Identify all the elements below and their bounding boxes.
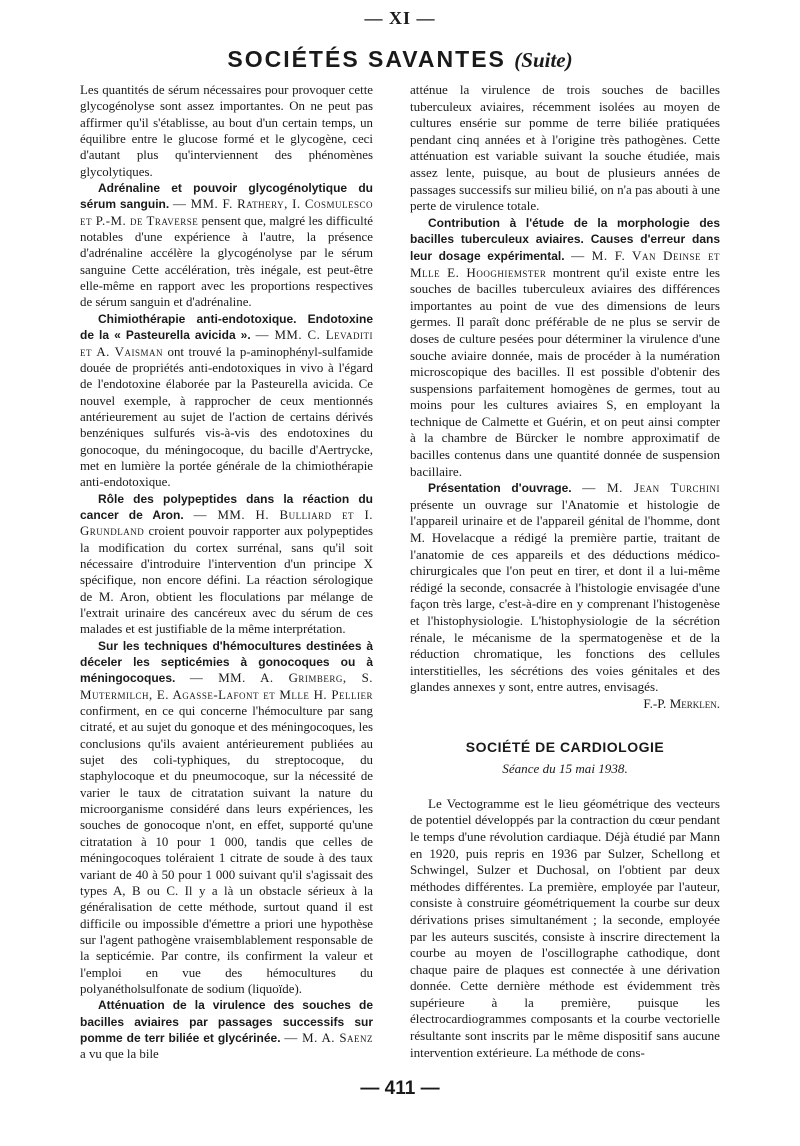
paragraph: Rôle des polypeptides dans la réaction du cancer de Aron. — MM. H. Bulliard et I. Grundland croient pouvoir rapporter aux polypeptides la modification du cortex surrénal, sans qu'il soit nécessaire d'introduire l'intervention d'un principe X spécifique, non encore défini. La réaction sérologique de M. Aron, obtient les floculations par mélange de l'extrait urinaire des cancéreux avec du sérum de ces malades et est justifiable de la même interprétation. <box>80 491 373 637</box>
page-roman-numeral: — XI — <box>364 8 436 28</box>
session-date: Séance du 15 mai 1938. <box>502 761 628 777</box>
page-number: — 411 — <box>360 1078 440 1099</box>
paragraph: Sur les techniques d'hémocultures destinées à déceler les septicémies à gonocoques ou à méningocoques. — MM. A. Grimberg, S. Mutermilch, E. Agasse-Lafont et Mlle H. Pellier confirment, en ce qui concerne l'hémoculture par sang citraté, et au sujet du gonoque et des méningocoques, les conclusions qu'ils avaient antérieurement publiées au sujet des coli-typhiques, du streptocoque, du staphylocoque et du pneumocoque, sur la nécessité de varier le taux de citratation suivant la nature du microorganisme considéré dans leurs expériences, les souches de gonocoque n'ont, en effet, supporté qu'une citratation à 10 pour 1 000, tandis que celles de méningocoques toléraient 1 citrate de soude à des taux variant de 40 à 50 pour 1 000 suivant qu'il s'agissait des types A, B ou C. Il y a là un obstacle sérieux à la généralisation de cette méthode, surtout quand il est difficile ou impossible d'émettre a priori une hypothèse sur l'agent pathogène vraisemblablement responsable de la septicémie. Par contre, ils confirment la valeur et l'emploi en vue des hémocultures du polyanétholsulfonate de sodium (liquoïde). <box>80 638 373 996</box>
paragraph: Atténuation de la virulence des souches de bacilles aviaires par passages successifs sur pomme de terr biliée et glycérinée. — M. A. Saenz a vu que la bile <box>80 998 373 1062</box>
paragraph: atténue la virulence de trois souches de bacilles tuberculeux aviaires, récemment isolées au moyen de cultures ensérie sur pomme de terre biliée pratiquées pendant cinq années et à l'origine très pathogènes. Cette atténuation est variable suivant la souche étudiée, mais assez lente, puisque, au bout de plusieurs années de passages successifs sur milieu bilié, on n'a pas abouti à une perte de virulence totale. <box>410 82 720 214</box>
page-title <box>0 46 800 73</box>
title-suffix: (Suite) <box>514 48 573 72</box>
paragraph: Les quantités de sérum nécessaires pour provoquer cette glycogénolyse sont assez importantes. On ne peut pas affirmer qu'il s'établisse, au bout d'un certain temps, un équilibre entre le glucose formé et le glycogène, ceci d'autant plus qu'interviennent des phénomènes glycolytiques. <box>80 83 373 179</box>
section-heading: SOCIÉTÉ DE CARDIOLOGIE <box>465 738 665 755</box>
paragraph: Le Vectogramme est le lieu géométrique des vecteurs de potentiel développés par la contraction du cœur pendant le temps d'une révolution cardiaque. Déjà étudié par Mann en 1920, puis repris en 1936 par Sulzer, Schellong et Schwingel, Sulzer et Duchosal, on l'obtient par deux méthodes différentes. La première, employée par l'auteur, consiste à construire géométriquement la courbe sur deux dérivations prises simultanément ; la seconde, employée par les auteurs suscités, consiste à inscrire directement la courbe au moyen de l'oscillographe cathodique, dont chaque paire de plaques est connectée à une dérivation donnée. Cette dernière méthode est évidemment très supérieure à la première, puisque les électrocardiogrammes composants et la courbe vectorielle résultante sont inscrits par le même dispositif sans aucune intervention extérieure. La méthode de cons- <box>410 795 720 1060</box>
signature: F.-P. Merklen. <box>643 695 720 711</box>
right-column <box>410 82 720 1061</box>
paragraph: Chimiothérapie anti-endotoxique. Endotoxine de la « Pasteurella avicida ». — MM. C. Levaditi et A. Vaisman ont trouvé la p-aminophényl-sulfamide douée de propriétés anti-endotoxiques in vivo à l'égard de l'endotoxine élaborée par la Pasteurella avicida. Ce nouvel exemple, à rapprocher de ceux mentionnés antérieurement au sujet de l'action de certains dérivés benzéniques sulfurés vis-à-vis des endotoxines du gonocoque, du méningocoque, du bacille d'Aertrycke, met en lumière la portée générale de la chimiothérapie anti-endotoxique. <box>80 311 374 490</box>
left-column <box>80 82 373 1063</box>
title-text: SOCIÉTÉS SAVANTES <box>227 46 506 72</box>
paragraph: Adrénaline et pouvoir glycogénolytique du sérum sanguin. — MM. F. Rathery, I. Cosmulesco et P.-M. de Traverse pensent que, malgré les difficulté notables d'une expérience à l'autre, la présence d'adrénaline accélère la glycogénolyse par le sérum sanguine Cette accélération, très inégale, est peut-être elle-même en rapport avec les proportions respectives de sérum sanguin et d'adrénaline. <box>80 181 373 310</box>
paragraph: Présentation d'ouvrage. — M. Jean Turchini présente un ouvrage sur l'Anatomie et histologie de l'appareil urinaire et de l'appareil génital de l'homme, dont M. Hovelacque a rédigé la première partie, traitant de l'anatomie de ces appareils et des déductions médico-chirurgicales que l'on peut en tirer, et dont il a lui-même rédigé la seconde, consacrée à l'histologie envisagée d'une façon très large, c'est-à-dire en y comprenant l'histogenèse et l'histophysiologie. L'histophysiologie de la sécrétion rénale, le mécanisme de la spermatogenèse et de la réduction chromatique, les fonctions des cellules interstitielles, les sécrétions des voies génitales et des glandes annexes y sont, entre autres, envisagés. <box>410 480 721 695</box>
paragraph: Contribution à l'étude de la morphologie des bacilles tuberculeux aviaires. Causes d'erreur dans leur dosage expérimental. — M. F. Van Deinse et Mlle E. Hooghiemster montrent qu'il existe entre les souches de bacilles tuberculeux aviaires des différences importantes au point de vue des dimensions de leurs germes. Il paraît donc préférable de ne plus se servir de doses de culture pesées pour déterminer la virulence d'une souche aviaire donnée, mais de procéder à la numération microscopique des bacilles. Il est possible d'obtenir des suspensions parfaitement homogènes de germes, tout au moins pour les cultures aviaires S, en employant la technique de Calmette et Guérin, et on peut ainsi compter à la chambre de Bürcker le nombre approximatif de bacilles contenus dans une quantité donnée de suspension bacillaire. <box>410 215 720 479</box>
